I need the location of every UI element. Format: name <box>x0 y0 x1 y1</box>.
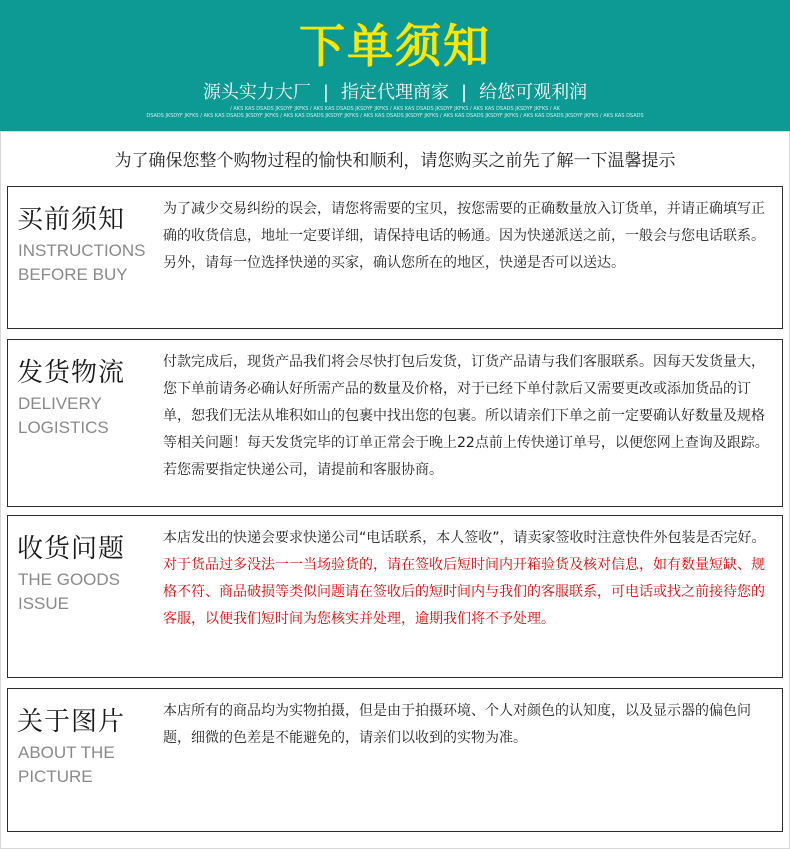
page-title: 下单须知 <box>299 19 491 73</box>
banner-slogan <box>0 78 790 104</box>
section-body: 为了减少交易纠纷的误会，请您将需要的宝贝，按您需要的正确数量放入订货单，并请正确填写正确的收货信息，地址一定要详细，请保持电话的畅通。因为快递派送之前，一般会与您电话联系。另外，请每一位选择快递的买家，确认您所在的地区，快递是否可以送达。 <box>163 201 765 271</box>
section-title: 关于图片 <box>17 707 126 737</box>
section-title: 买前须知 <box>17 205 126 235</box>
banner-fine-print <box>0 106 790 120</box>
section-body: 付款完成后，现货产品我们将会尽快打包后发货，订货产品请与我们客服联系。因每天发货量大，您下单前请务必确认好所需产品的数量及价格，对于已经下单付款后又需要更改或添加货品的订单，恕我们无法从堆积如山的包裹中找出您的包裹。所以请亲们下单之前一定要确认好数量及规格等相关问题！每天发货完毕的订单正常会于晚上22点前上传快递订单号，以便您网上查询及跟踪。若您需要指定快递公司，请提前和客服协商。 <box>163 354 769 478</box>
section-body <box>163 525 775 633</box>
section-title: 发货物流 <box>17 358 126 388</box>
section-subtitle <box>18 568 158 616</box>
subtitle-line: ABOUT THE <box>18 743 115 762</box>
section-goods-issue <box>7 515 783 678</box>
section-body: 本店所有的商品均为实物拍摄，但是由于拍摄环境、个人对颜色的认知度，以及显示器的偏色问题，细微的色差是不能避免的，请亲们以收到的实物为准。 <box>163 703 751 746</box>
intro-text: 为了确保您整个购物过程的愉快和顺利，请您购买之前先了解一下温馨提示 <box>114 151 676 171</box>
subtitle-line: INSTRUCTIONS <box>18 241 146 260</box>
section-subtitle <box>18 741 158 789</box>
section-subtitle <box>18 239 158 287</box>
body-warning-text: 对于货品过多没法一一当场验货的，请在签收后短时间内开箱验货及核对信息，如有数量短缺、规格不符、商品破损等类似问题请在签收后的短时间内与我们的客服联系，可电话或找之前接待您的客服，以便我们短时间为您核实并处理，逾期我们将不予处理。 <box>163 557 765 627</box>
slogan-part: 源头实力大厂 <box>202 82 311 103</box>
section-title: 收货问题 <box>17 534 126 564</box>
slogan-part: 指定代理商家 <box>341 82 449 103</box>
section-delivery <box>7 339 783 507</box>
body-normal-text: 本店发出的快递会要求快递公司“电话联系，本人签收”，请卖家签收时注意快件外包装是否完好。 <box>163 530 766 546</box>
slogan-separator: | <box>322 82 329 103</box>
subtitle-line: BEFORE BUY <box>18 265 128 284</box>
subtitle-line: PICTURE <box>18 767 93 786</box>
subtitle-line: DELIVERY <box>18 394 102 413</box>
section-instructions <box>7 186 783 329</box>
fine-print-line: / AKS KAS DSADS JKSDYF JKFKS / AKS KAS DSADS JKSDYF JKFKS / AKS KAS DSADS JKSDYF JKFKS / AKS KAS DSADS JKSDYF JKFKS / AK <box>230 106 560 112</box>
section-picture <box>7 688 783 832</box>
subtitle-line: ISSUE <box>18 594 70 613</box>
slogan-separator: | <box>461 82 468 103</box>
slogan-part: 给您可观利润 <box>479 82 588 103</box>
section-subtitle <box>18 392 158 440</box>
fine-print-line: DSADS JKSDYF JKFKS / AKS KAS DSADS JKSDYF JKFKS / AKS KAS DSADS JKSDYF JKFKS / AKS KAS DSADS JKSDYF JKFKS / AKS KAS DSADS JKSDYF JKFKS / AKS KAS DSADS JKSDYF JKFKS / AKS KAS DSADS <box>146 113 644 119</box>
subtitle-line: THE GOODS <box>18 570 121 589</box>
header-banner <box>0 0 790 131</box>
subtitle-line: LOGISTICS <box>18 418 109 437</box>
